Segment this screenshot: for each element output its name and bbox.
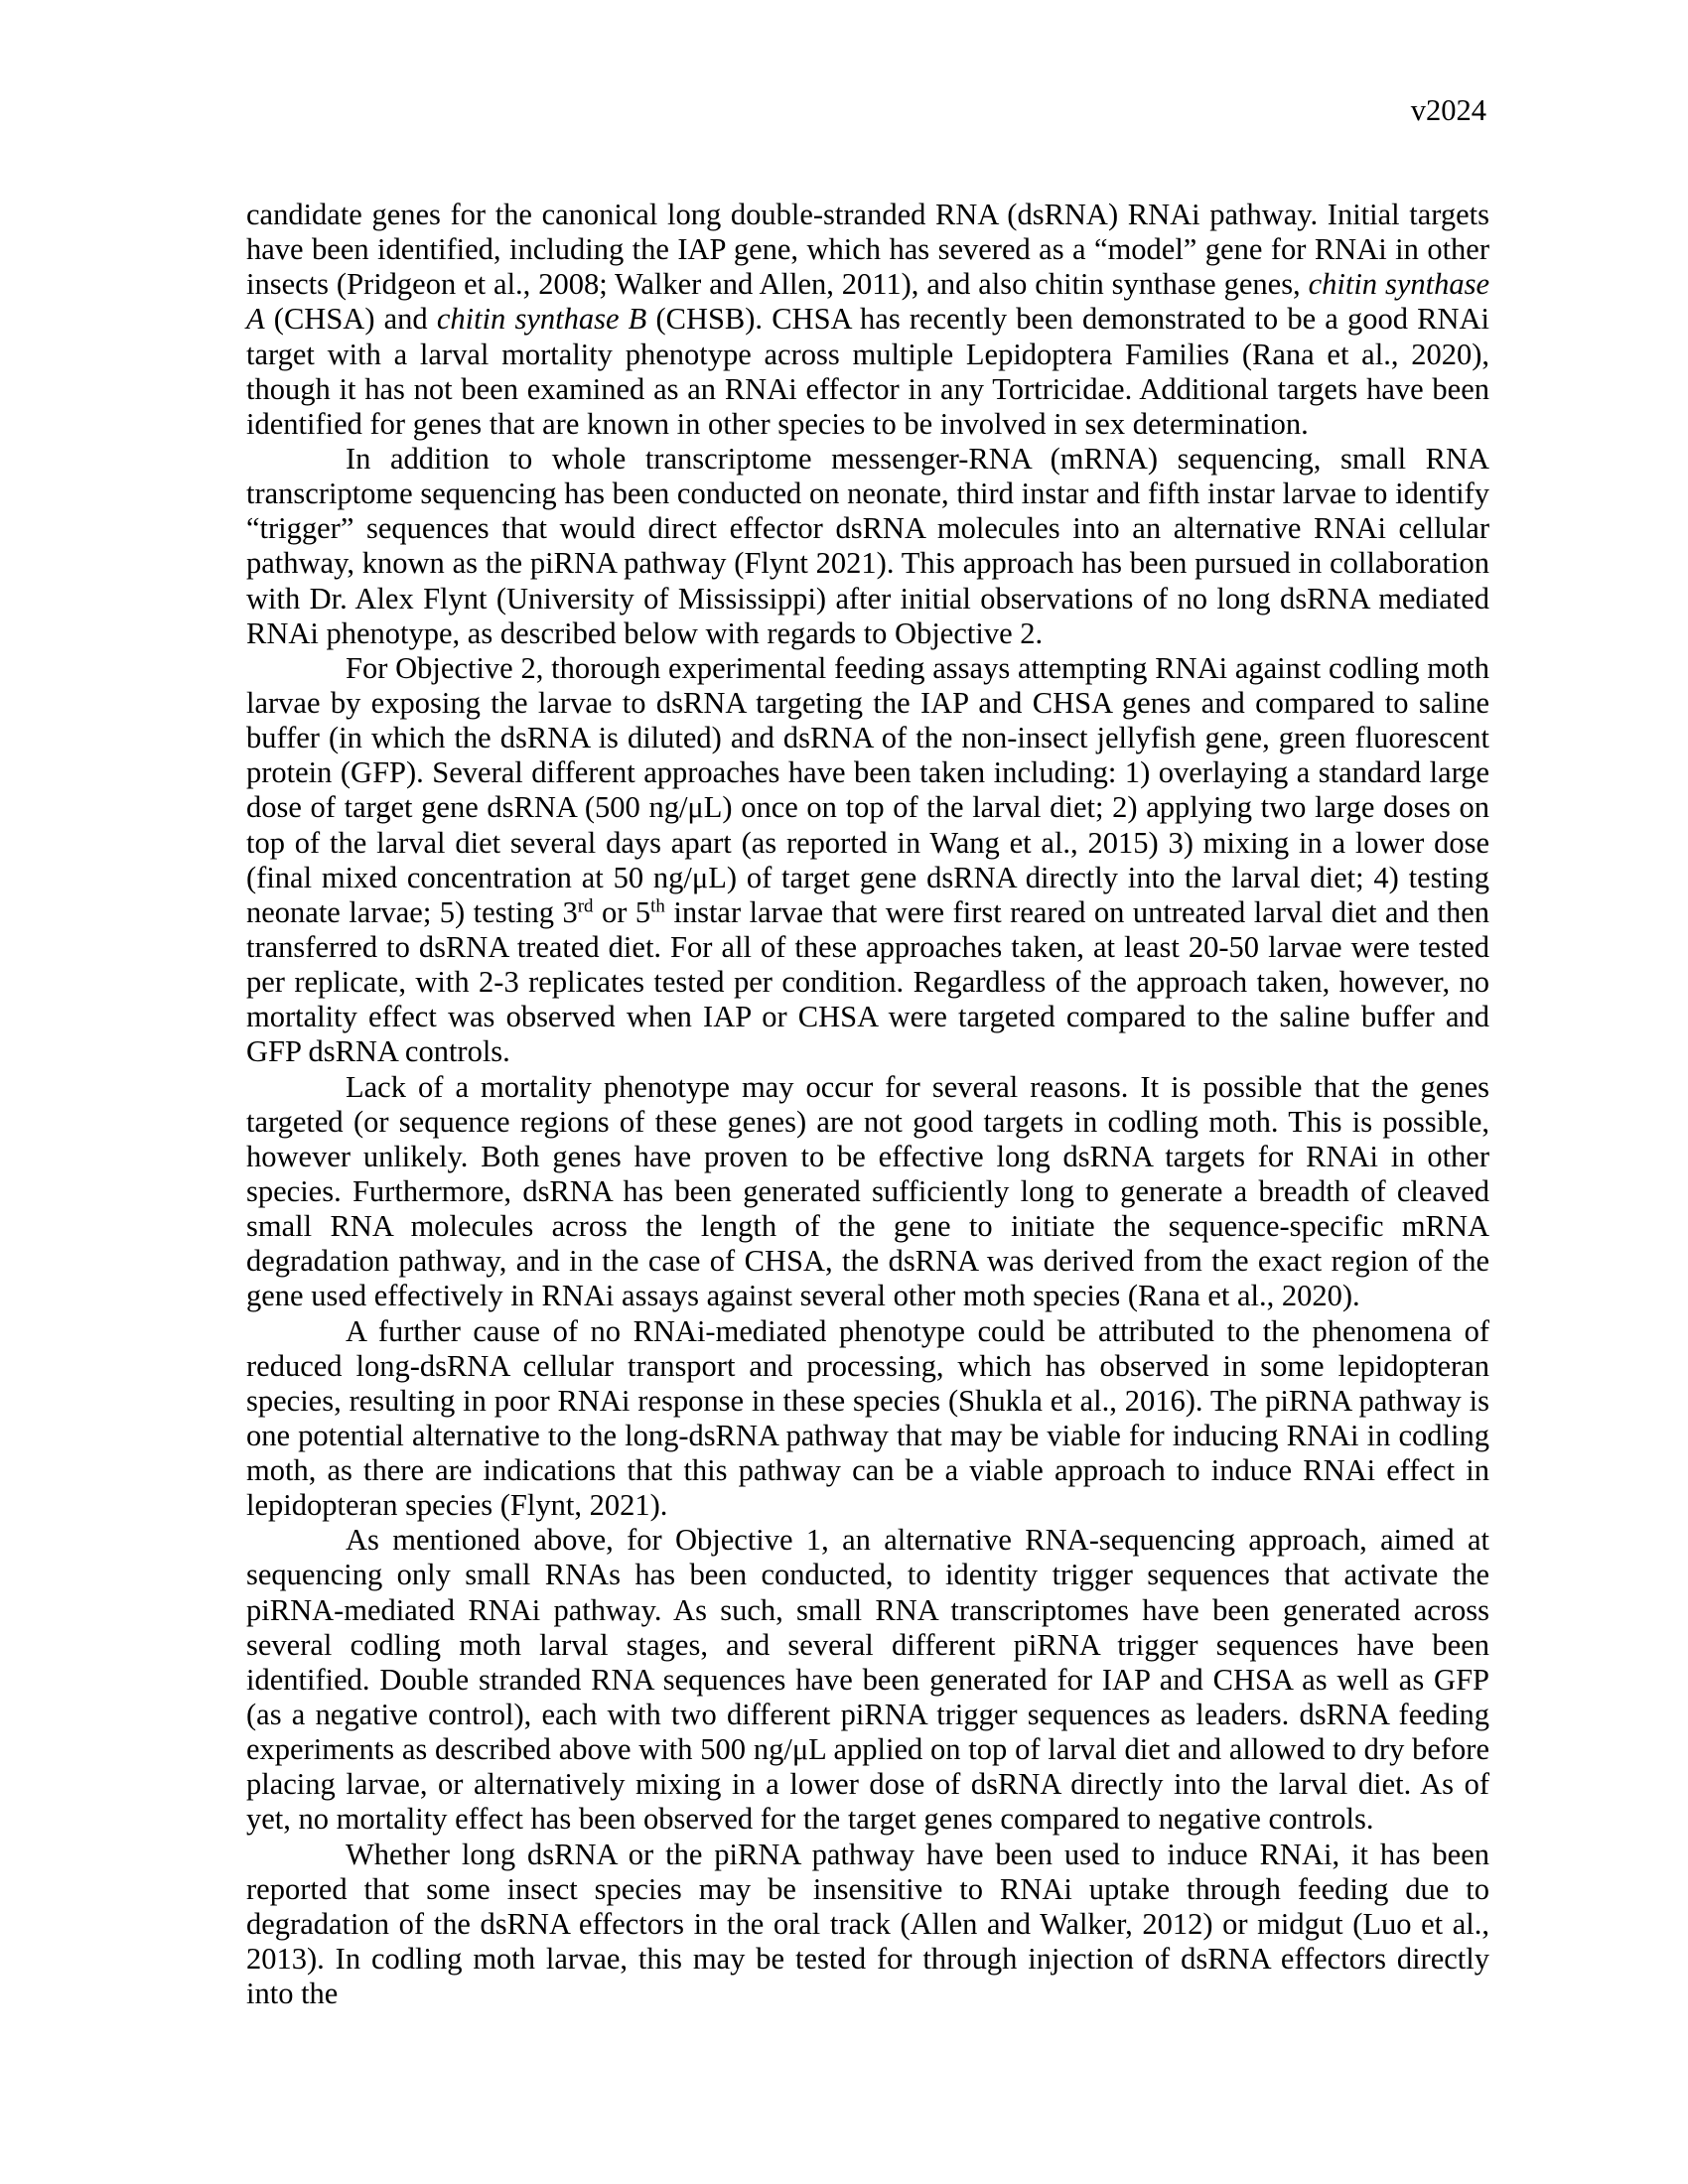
paragraph-small-rna-sequencing — [246, 442, 1489, 651]
paragraph-rnai-uptake — [246, 1838, 1489, 2012]
text-run: In addition to whole transcriptome messenger-RNA (mRNA) sequencing, small RNA transcriptome sequencing has been conducted on neonate, third instar and fifth instar larvae to identify “trigger” sequences that would direct effector dsRNA molecules into an alternative RNAi cellular pathway, known as the piRNA pathway (Flynt 2021). This approach has been pursued in collaboration with Dr. Alex Flynt (University of Mississippi) after initial observations of no long dsRNA mediated RNAi phenotype, as described below with regards to Objective 2. — [246, 441, 1489, 650]
text-run: A further cause of no RNAi-mediated phenotype could be attributed to the phenomena of reduced long-dsRNA cellular transport and processing, which has observed in some lepidopteran species, resulting in poor RNAi response in these species (Shukla et al., 2016). The piRNA pathway is one potential alternative to the long-dsRNA pathway that may be viable for inducing RNAi in codling moth, as there are indications that this pathway can be a viable approach to induce RNAi effect in lepidopteran species (Flynt, 2021). — [246, 1313, 1489, 1523]
text-run: Whether long dsRNA or the piRNA pathway have been used to induce RNAi, it has been reported that some insect species may be insensitive to RNAi uptake through feeding due to degradation of the dsRNA effectors in the oral track (Allen and Walker, 2012) or midgut (Luo et al., 2013). In codling moth larvae, this may be tested for through injection of dsRNA effectors directly into the — [246, 1837, 1489, 2011]
paragraph-further-cause — [246, 1314, 1489, 1524]
paragraph-objective-2-feeding-assays — [246, 651, 1489, 1070]
paragraph-lack-of-phenotype — [246, 1070, 1489, 1314]
text-run: For Objective 2, thorough experimental feeding assays attempting RNAi against codling moth larvae by exposing the larvae to dsRNA targeting the IAP and CHSA genes and compared to saline buffer (in which the dsRNA is diluted) and dsRNA of the non-insect jellyfish gene, green fluorescent protein (GFP). Several different approaches have been taken including: 1) overlaying a standard large dose of target gene dsRNA (500 ng/μL) once on top of the larval diet; 2) applying two large doses on top of the larval diet several days apart (as reported in Wang et al., 2015) 3) mixing in a lower dose (final mixed concentration at 50 ng/μL) of target gene dsRNA directly into the larval diet; 4) testing neonate larvae; 5) testing 3 — [246, 650, 1489, 929]
text-run: (CHSB). CHSA has recently been demonstrated to be a good RNAi target with a larval mortality phenotype across multiple Lepidoptera Families (Rana et al., 2020), though it has not been examined as an RNAi effector in any Tortricidae. Additional targets have been identified for genes that are known in other species to be involved in sex determination. — [246, 302, 1489, 441]
paragraph-candidate-genes — [246, 198, 1489, 442]
italic-gene-name: chitin synthase A — [246, 267, 1489, 337]
text-run: instar larvae that were first reared on untreated larval diet and then transferred to dsRNA treated diet. For all of these approaches taken, at least 20-50 larvae were tested per replicate, with 2-3 replicates tested per condition. Regardless of the approach taken, however, no mortality effect was observed when IAP or CHSA were targeted compared to the saline buffer and GFP dsRNA controls. — [246, 894, 1489, 1069]
text-run: Lack of a mortality phenotype may occur for several reasons. It is possible that the genes targeted (or sequence regions of these genes) are not good targets in codling moth. This is possible, however unlikely. Both genes have proven to be effective long dsRNA targets for RNAi in other species. Furthermore, dsRNA has been generated sufficiently long to generate a breadth of cleaved small RNA molecules across the length of the gene to initiate the sequence-specific mRNA degradation pathway, and in the case of CHSA, the dsRNA was derived from the exact region of the gene used effectively in RNAi assays against several other moth species (Rana et al., 2020). — [246, 1069, 1489, 1313]
superscript-ordinal: rd — [577, 895, 594, 917]
document-body — [246, 198, 1489, 2011]
text-run: or 5 — [593, 894, 651, 929]
superscript-ordinal: th — [650, 895, 665, 917]
text-run: As mentioned above, for Objective 1, an alternative RNA-sequencing approach, aimed at sequencing only small RNAs has been conducted, to identity trigger sequences that activate the piRNA-mediated RNAi pathway. As such, small RNA transcriptomes have been generated across several codling moth larval stages, and several different piRNA trigger sequences have been identified. Double stranded RNA sequences have been generated for IAP and CHSA as well as GFP (as a negative control), each with two different piRNA trigger sequences as leaders. dsRNA feeding experiments as described above with 500 ng/μL applied on top of larval diet and allowed to dry before placing larvae, or alternatively mixing in a lower dose of dsRNA directly into the larval diet. As of yet, no mortality effect has been observed for the target genes compared to negative controls. — [246, 1523, 1489, 1837]
text-run: candidate genes for the canonical long double-stranded RNA (dsRNA) RNAi pathway. Initial targets have been identified, including the IAP gene, which has severed as a “model” gene for RNAi in other insects (Pridgeon et al., 2008; Walker and Allen, 2011), and also chitin synthase genes, — [246, 198, 1489, 302]
italic-gene-name: chitin synthase B — [436, 302, 647, 337]
text-run: (CHSA) and — [264, 302, 437, 337]
paragraph-objective-1-pirna — [246, 1523, 1489, 1837]
page-header-version: v2024 — [1410, 93, 1486, 127]
